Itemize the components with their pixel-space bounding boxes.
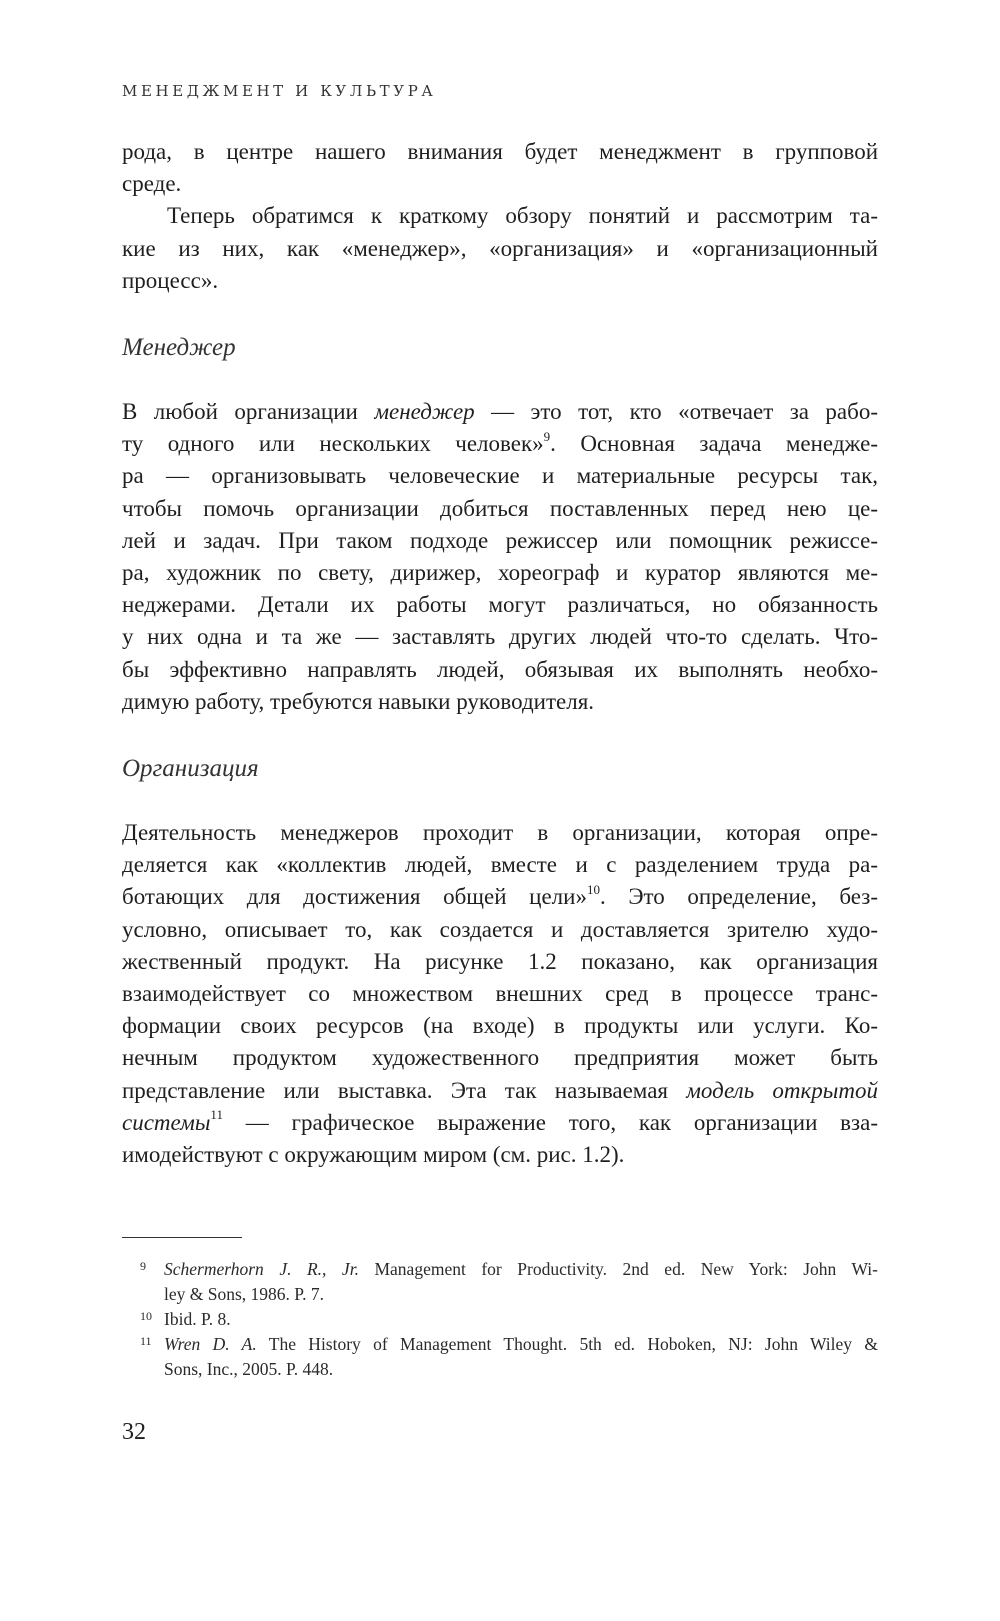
organization-paragraph (122, 817, 878, 1171)
text-run: В любой организации (122, 399, 375, 424)
text-run: Management for Productivity. 2nd ed. New York: John Wi- (358, 1259, 878, 1279)
text-line: ра — организовывать человеческие и материальные ресурсы так, (122, 463, 878, 489)
emphasis-term: модель открытой (686, 1077, 878, 1103)
text-line (122, 396, 878, 428)
page-number: 32 (122, 1419, 146, 1445)
text-line: деляется как «коллектив людей, вместе и с разделением труда ра- (122, 852, 878, 878)
text-run: — это тот, кто «отвечает за рабо- (474, 399, 879, 424)
text-run: ботающих для достижения общей цели» (122, 884, 587, 910)
footnote-number: 10 (140, 1309, 152, 1323)
text-line: взаимодействует со множеством внешних сред в процессе транс- (122, 981, 878, 1007)
text-line (122, 881, 878, 913)
text-run: The History of Management Thought. 5th ed. Hoboken, NJ: John Wiley & (256, 1334, 878, 1354)
footnote-line (164, 1257, 878, 1282)
text-line: условно, описывает то, как создается и доставляется зрителю худо- (122, 916, 878, 942)
footnotes (122, 1257, 878, 1382)
footnote (122, 1257, 878, 1307)
emphasis-term: системы (122, 1109, 211, 1135)
emphasis-term: менеджер (374, 399, 475, 424)
text-line: Теперь обратимся к краткому обзору понятий и рассмотрим та- (167, 203, 878, 229)
text-run: представление или выставка. Эта так называемая (122, 1077, 687, 1103)
text-line: кие из них, как «менеджер», «организация» и «организационный (122, 235, 878, 261)
manager-paragraph (122, 396, 878, 718)
text-line: среде. (122, 171, 182, 197)
intro-text (122, 136, 878, 297)
text-line: димую работу, требуются навыки руководителя. (122, 688, 595, 714)
footnote (122, 1332, 878, 1382)
footnote-number: 9 (140, 1259, 146, 1273)
text-line (122, 428, 878, 460)
footnote (122, 1307, 878, 1332)
footnote-author: Wren D. A. (164, 1334, 257, 1354)
text-run: . Основная задача менедже- (550, 431, 878, 457)
text-line: процесс». (122, 267, 219, 293)
text-line (122, 1075, 878, 1107)
text-run: — графическое выражение того, как организации вза- (222, 1109, 878, 1135)
text-line: у них одна и та же — заставлять других людей что-то сделать. Что- (122, 624, 878, 650)
text-line: имодействуют с окружающим миром (см. рис. 1.2). (122, 1142, 625, 1168)
text-line: бы эффективно направлять людей, обязывая их выполнять необхо- (122, 656, 878, 682)
footnote-ref: 11 (210, 1107, 223, 1123)
text-line: чтобы помочь организации добиться поставленных перед нею це- (122, 495, 878, 521)
text-line: ра, художник по свету, дирижер, хореограф и куратор являются ме- (122, 560, 878, 586)
footnote-ref: 9 (543, 428, 551, 444)
text-line: жественный продукт. На рисунке 1.2 показано, как организация (122, 948, 878, 974)
footnote-author: Schermerhorn J. R., Jr. (164, 1259, 359, 1279)
footnote-divider (122, 1237, 242, 1238)
footnote-number: 11 (140, 1334, 152, 1348)
text-line: рода, в центре нашего внимания будет менеджмент в групповой (122, 139, 878, 164)
text-line: нечным продуктом художественного предприятия может быть (122, 1045, 878, 1071)
footnote-line: Sons, Inc., 2005. P. 448. (164, 1359, 334, 1379)
section-heading-organization: Организация (122, 755, 259, 782)
footnote-line (164, 1332, 878, 1357)
section-heading-manager: Менеджер (122, 334, 236, 361)
text-run: ту одного или нескольких человек» (122, 431, 544, 457)
text-line (122, 1107, 878, 1139)
text-run: . Это определение, без- (599, 884, 879, 910)
text-line: Деятельность менеджеров проходит в организации, которая опре- (122, 820, 878, 845)
text-line: неджерами. Детали их работы могут различаться, но обязанность (122, 592, 878, 618)
running-head: МЕНЕДЖМЕНТ И КУЛЬТУРА (122, 82, 437, 100)
text-line: формации своих ресурсов (на входе) в продукты или услуги. Ко- (122, 1013, 878, 1039)
text-line: лей и задач. При таком подходе режиссер или помощник режиссе- (122, 527, 878, 553)
footnote-line: Ibid. P. 8. (164, 1309, 231, 1329)
footnote-ref: 10 (586, 881, 600, 897)
footnote-line: ley & Sons, 1986. P. 7. (164, 1284, 324, 1304)
